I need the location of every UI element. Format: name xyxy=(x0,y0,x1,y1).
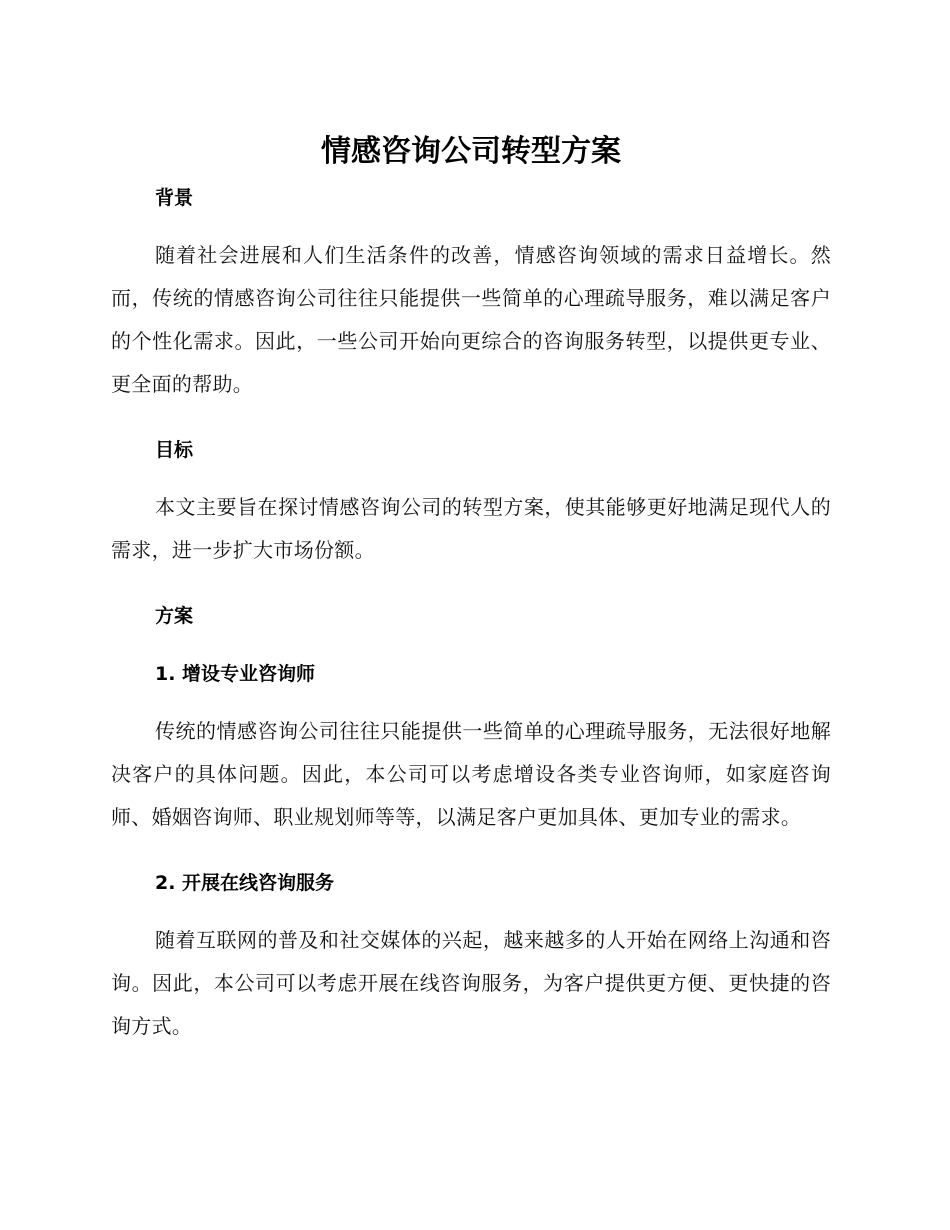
section-heading-plan: 方案 xyxy=(155,605,194,627)
plan-item-paragraph-2: 随着互联网的普及和社交媒体的兴起，越来越多的人开始在网络上沟通和咨询。因此，本公司可以考虑开展在线咨询服务，为客户提供更方便、更快捷的咨询方式。 xyxy=(111,928,831,1038)
section-heading-background: 背景 xyxy=(155,187,194,209)
plan-item-heading-1: 1. 增设专业咨询师 xyxy=(155,663,316,685)
section-paragraph-goal: 本文主要旨在探讨情感咨询公司的转型方案，使其能够更好地满足现代人的需求，进一步扩大市场份额。 xyxy=(111,495,831,562)
section-paragraph-background: 随着社会进展和人们生活条件的改善，情感咨询领域的需求日益增长。然而，传统的情感咨询公司往往只能提供一些简单的心理疏导服务，难以满足客户的个性化需求。因此，一些公司开始向更综合的咨询服务转型，以提供更专业、更全面的帮助。 xyxy=(111,243,831,396)
document-page xyxy=(111,130,831,1048)
document-title: 情感咨询公司转型方案 xyxy=(321,134,621,169)
plan-item-paragraph-1: 传统的情感咨询公司往往只能提供一些简单的心理疏导服务，无法很好地解决客户的具体问题。因此，本公司可以考虑增设各类专业咨询师，如家庭咨询师、婚姻咨询师、职业规划师等等，以满足客户更加具体、更加专业的需求。 xyxy=(111,719,831,829)
section-heading-goal: 目标 xyxy=(155,439,194,461)
plan-item-heading-2: 2. 开展在线咨询服务 xyxy=(155,872,335,894)
